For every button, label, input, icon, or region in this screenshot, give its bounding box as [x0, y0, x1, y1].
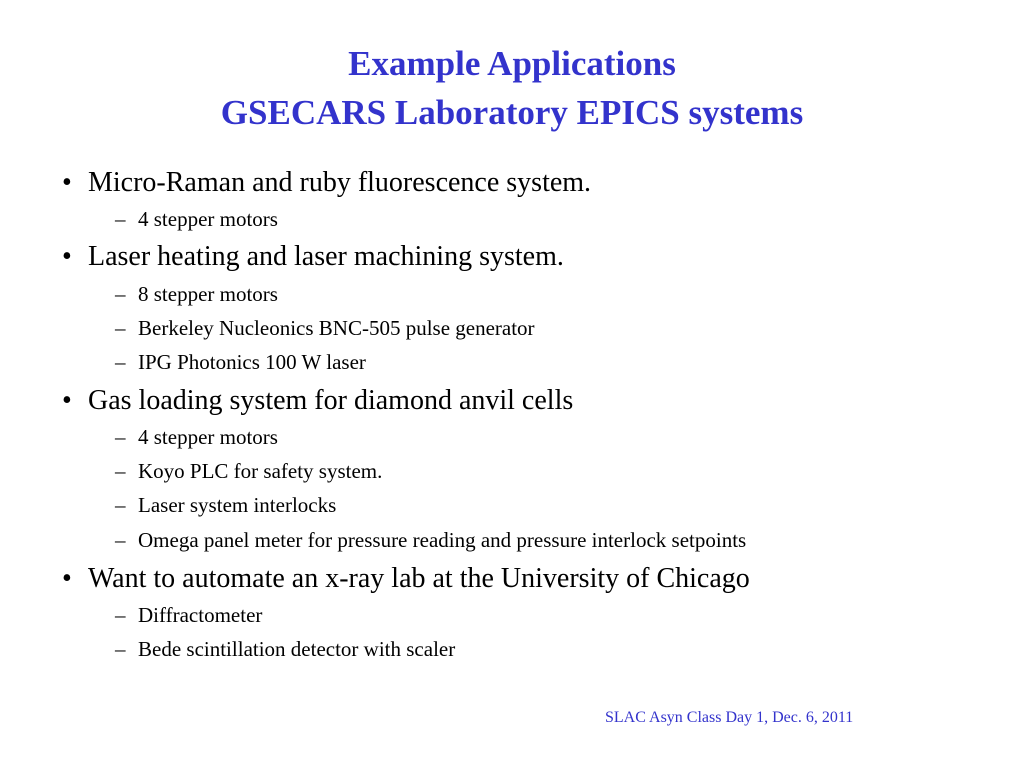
- sub-bullet-marker: –: [115, 637, 126, 661]
- sub-bullet-text: Diffractometer: [138, 603, 263, 627]
- slide-title-line-1: Example Applications: [348, 44, 676, 83]
- sub-bullet-marker: –: [115, 425, 126, 449]
- sub-bullet-item: [115, 424, 278, 450]
- sub-bullet-marker: –: [115, 528, 126, 552]
- sub-bullet-text: Bede scintillation detector with scaler: [138, 637, 456, 661]
- sub-bullet-text: Koyo PLC for safety system.: [138, 459, 383, 483]
- bullet-gas-loading: [62, 384, 573, 418]
- sub-bullet-text: Omega panel meter for pressure reading and pressure interlock setpoints: [138, 528, 747, 552]
- sub-bullet-marker: –: [115, 493, 126, 517]
- sub-bullet-item: [115, 492, 336, 518]
- slide-title-line-2: GSECARS Laboratory EPICS systems: [220, 93, 804, 132]
- bullet-x-ray-lab: [62, 562, 750, 596]
- sub-bullet-item: [115, 349, 366, 375]
- sub-bullet-item: [115, 281, 278, 307]
- sub-bullet-item: [115, 315, 535, 341]
- sub-bullet-item: [115, 458, 382, 484]
- bullet-marker: •: [62, 385, 72, 416]
- sub-bullet-marker: –: [115, 316, 126, 340]
- sub-bullet-text: 4 stepper motors: [138, 207, 278, 231]
- sub-bullet-marker: –: [115, 207, 126, 231]
- bullet-micro-raman: [62, 166, 591, 200]
- bullet-marker: •: [62, 563, 72, 594]
- sub-bullet-item: [115, 636, 455, 662]
- sub-bullet-item: [115, 206, 278, 232]
- sub-bullet-text: Berkeley Nucleonics BNC-505 pulse generator: [138, 316, 535, 340]
- bullet-marker: •: [62, 241, 72, 272]
- sub-bullet-marker: –: [115, 350, 126, 374]
- sub-bullet-marker: –: [115, 603, 126, 627]
- bullet-text: Laser heating and laser machining system.: [88, 241, 564, 272]
- bullet-laser-heating: [62, 240, 564, 274]
- sub-bullet-marker: –: [115, 459, 126, 483]
- sub-bullet-text: 4 stepper motors: [138, 425, 278, 449]
- sub-bullet-item: [115, 527, 746, 553]
- bullet-text: Want to automate an x-ray lab at the University of Chicago: [88, 563, 750, 594]
- slide-footer: SLAC Asyn Class Day 1, Dec. 6, 2011: [605, 709, 854, 726]
- sub-bullet-item: [115, 602, 262, 628]
- sub-bullet-text: Laser system interlocks: [138, 493, 337, 517]
- sub-bullet-text: 8 stepper motors: [138, 282, 278, 306]
- sub-bullet-marker: –: [115, 282, 126, 306]
- bullet-text: Micro-Raman and ruby fluorescence system.: [88, 167, 592, 198]
- sub-bullet-text: IPG Photonics 100 W laser: [138, 350, 366, 374]
- bullet-marker: •: [62, 167, 72, 198]
- bullet-text: Gas loading system for diamond anvil cells: [88, 385, 574, 416]
